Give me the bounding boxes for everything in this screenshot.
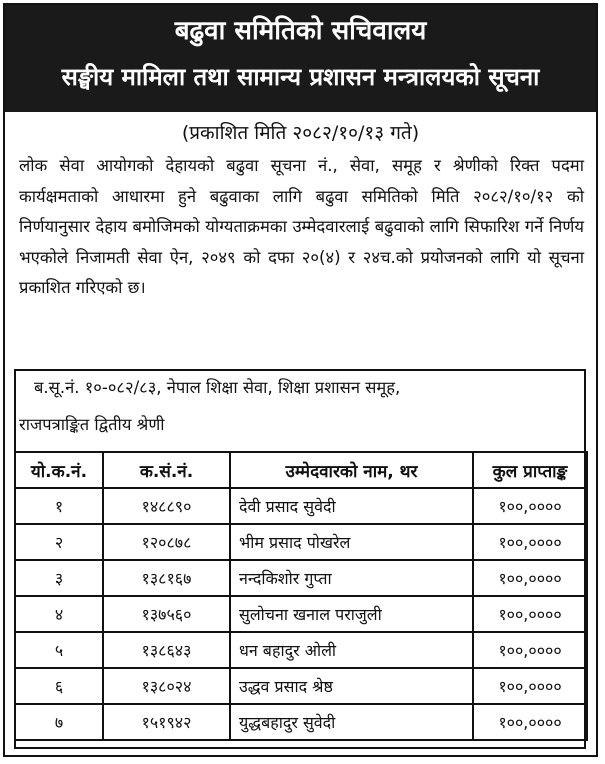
merit-no: १ (15, 488, 103, 524)
total-marks: १००,०००० (473, 488, 587, 524)
total-marks: १००,०००० (473, 596, 587, 632)
candidate-name: भीम प्रसाद पोखरेल (230, 524, 473, 560)
published-date: (प्रकाशित मिति २०८२/१०/१३ गते) (181, 122, 420, 144)
merit-no: ७ (15, 704, 103, 740)
total-marks: १००,०००० (473, 704, 587, 740)
total-marks: १००,०००० (473, 524, 587, 560)
table-row (15, 560, 587, 596)
candidate-name: देवी प्रसाद सुवेदी (230, 488, 473, 524)
table-row (15, 704, 587, 740)
candidate-name: उद्धव प्रसाद श्रेष्ठ (230, 668, 473, 704)
table-row (15, 632, 587, 668)
candidate-table (14, 451, 588, 741)
table-row (15, 488, 587, 524)
notice-header (5, 5, 596, 112)
notice-frame (3, 3, 598, 757)
merit-no: ५ (15, 632, 103, 668)
candidate-name: सुलोचना खनाल पराजुली (230, 596, 473, 632)
roll-no: १३८६४३ (103, 632, 230, 668)
header-total-marks: कुल प्राप्ताङ्क (473, 452, 587, 488)
advertisement-box (14, 369, 586, 749)
header-subtitle: सङ्घीय मामिला तथा सामान्य प्रशासन मन्त्रालयको सूचना (61, 63, 540, 91)
table-row (15, 524, 587, 560)
table-row (15, 596, 587, 632)
table-header-row (15, 452, 587, 488)
merit-no: ६ (15, 668, 103, 704)
total-marks: १००,०००० (473, 560, 587, 596)
roll-no: १२०८७८ (103, 524, 230, 560)
candidate-name: नन्दकिशोर गुप्ता (230, 560, 473, 596)
total-marks: १००,०००० (473, 668, 587, 704)
roll-no: १५१९४२ (103, 704, 230, 740)
header-merit-no: यो.क.नं. (15, 452, 103, 488)
candidate-name: युद्धबहादुर सुवेदी (230, 704, 473, 740)
roll-no: १३८१६७ (103, 560, 230, 596)
header-title: बढुवा समितिको सचिवालय (174, 16, 427, 46)
merit-no: ३ (15, 560, 103, 596)
table-row (15, 668, 587, 704)
advert-line-1: ब.सू.नं. १०-०८२/८३, नेपाल शिक्षा सेवा, शिक्षा प्रशासन समूह, (34, 378, 401, 397)
header-roll-no: क.सं.नं. (103, 452, 230, 488)
merit-no: ४ (15, 596, 103, 632)
total-marks: १००,०००० (473, 632, 587, 668)
notice-body: लोक सेवा आयोगको देहायको बढुवा सूचना नं., सेवा, समूह र श्रेणीको रिक्त पदमा कार्यक्षमताको आधारमा हुने बढुवाका लागि बढुवा समितिको मिति २०८२/१०/१२ को निर्णयानुसार देहाय बमोजिमको योग्यताक्रमका उम्मेदवारलाई बढुवाको लागि सिफारिश गर्ने निर्णय भएकोले निजामती सेवा ऐन, २०४९ को दफा २०(४) र २४च.को प्रयोजनको लागि यो सूचना प्रकाशित गरिएको छ। (19, 156, 584, 297)
candidate-name: धन बहादुर ओली (230, 632, 473, 668)
roll-no: १३७५६० (103, 596, 230, 632)
advert-line-2: राजपत्राङ्कित द्वितीय श्रेणी (19, 415, 165, 434)
roll-no: १४८८९० (103, 488, 230, 524)
roll-no: १३८०२४ (103, 668, 230, 704)
merit-no: २ (15, 524, 103, 560)
header-candidate-name: उम्मेदवारको नाम, थर (230, 452, 473, 488)
